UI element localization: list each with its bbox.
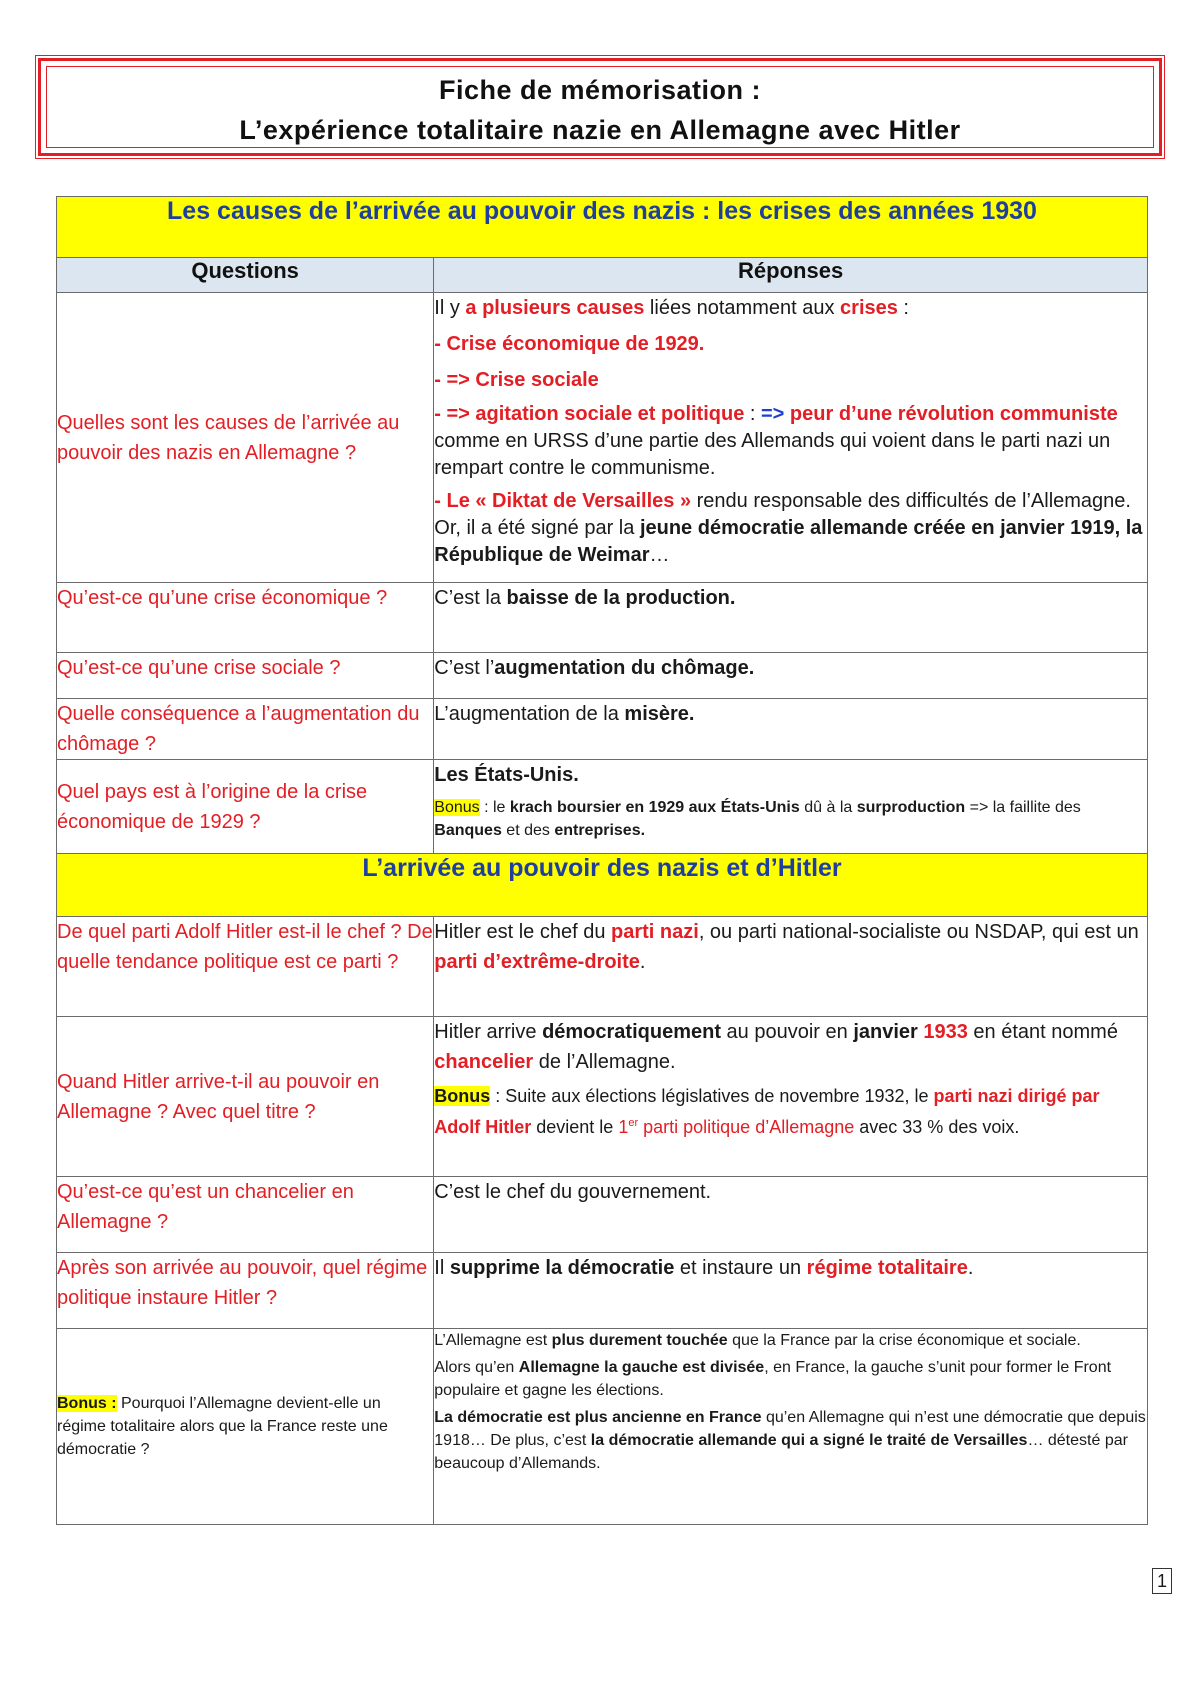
table-row	[57, 1177, 1148, 1253]
table-row	[57, 1017, 1148, 1177]
table-row	[57, 653, 1148, 699]
question-cell: Quelles sont les causes de l’arrivée au pouvoir des nazis en Allemagne ?	[57, 293, 434, 583]
memorisation-table	[56, 196, 1148, 1525]
table-row	[57, 760, 1148, 854]
answer-cell: C’est l’augmentation du chômage.	[434, 653, 1148, 699]
question-cell: Qu’est-ce qu’une crise économique ?	[57, 583, 434, 653]
answer-cell: L’augmentation de la misère.	[434, 699, 1148, 760]
table-row	[57, 1329, 1148, 1525]
table-row	[57, 699, 1148, 760]
column-header-reponses: Réponses	[434, 258, 1148, 293]
question-cell: Bonus : Pourquoi l’Allemagne devient-elle un régime totalitaire alors que la France reste une démocratie ?	[57, 1329, 434, 1525]
answer-cell: Il y a plusieurs causes liées notamment aux crises : - Crise économique de 1929. - => Crise sociale - => agitation sociale et politique : => peur d’une révolution communiste comme en URSS d’une partie des Allemands qui voient dans le parti nazi un rempart contre le communisme. - Le « Diktat de Versailles » rendu responsable des difficultés de l’Allemagne. Or, il a été signé par la jeune démocratie allemande créée en janvier 1919, la République de Weimar…	[434, 293, 1148, 583]
section-heading-causes: Les causes de l’arrivée au pouvoir des nazis : les crises des années 1930	[57, 197, 1148, 258]
question-cell: Quelle conséquence a l’augmentation du chômage ?	[57, 699, 434, 760]
title-line-1: Fiche de mémorisation :	[438, 75, 762, 105]
answer-cell: Les États-Unis. Bonus : le krach boursier en 1929 aux États-Unis dû à la surproduction => la faillite des Banques et des entreprises.	[434, 760, 1148, 854]
table-row	[57, 1253, 1148, 1329]
answer-cell: Hitler arrive démocratiquement au pouvoir en janvier 1933 en étant nommé chancelier de l’Allemagne. Bonus : Suite aux élections législatives de novembre 1932, le parti nazi dirigé par Adolf Hitler devient le 1er parti politique d’Allemagne avec 33 % des voix.	[434, 1017, 1148, 1177]
table-row	[57, 293, 1148, 583]
question-cell: Quand Hitler arrive-t-il au pouvoir en Allemagne ? Avec quel titre ?	[57, 1017, 434, 1177]
title-box	[38, 58, 1162, 156]
answer-cell: C’est le chef du gouvernement.	[434, 1177, 1148, 1253]
bonus-label: Bonus	[434, 1086, 491, 1106]
column-header-questions: Questions	[57, 258, 434, 293]
title-line-2: L’expérience totalitaire nazie en Allemagne avec Hitler	[239, 115, 961, 145]
table-row	[57, 917, 1148, 1017]
question-cell: Qu’est-ce qu’une crise sociale ?	[57, 653, 434, 699]
column-headers	[57, 258, 1148, 293]
question-cell: Qu’est-ce qu’est un chancelier en Allemagne ?	[57, 1177, 434, 1253]
question-cell: De quel parti Adolf Hitler est-il le chef ? De quelle tendance politique est ce parti ?	[57, 917, 434, 1017]
answer-cell: L’Allemagne est plus durement touchée que la France par la crise économique et sociale. Alors qu’en Allemagne la gauche est divisée, en France, la gauche s’unit pour former le Front populaire et gagne les élections. La démocratie est plus ancienne en France qu’en Allemagne qui n’est une démocratie que depuis 1918… De plus, c’est la démocratie allemande qui a signé le traité de Versailles… détesté par beaucoup d’Allemands.	[434, 1329, 1148, 1525]
section-heading-arrivee: L’arrivée au pouvoir des nazis et d’Hitler	[57, 854, 1148, 917]
table-row	[57, 583, 1148, 653]
answer-cell: Hitler est le chef du parti nazi, ou parti national-socialiste ou NSDAP, qui est un parti d’extrême-droite.	[434, 917, 1148, 1017]
answer-cell: C’est la baisse de la production.	[434, 583, 1148, 653]
answer-cell: Il supprime la démocratie et instaure un régime totalitaire.	[434, 1253, 1148, 1329]
bonus-label: Bonus :	[57, 1395, 117, 1412]
question-cell: Quel pays est à l’origine de la crise économique de 1929 ?	[57, 760, 434, 854]
question-cell: Après son arrivée au pouvoir, quel régime politique instaure Hitler ?	[57, 1253, 434, 1329]
page-number: 1	[1152, 1568, 1172, 1594]
bonus-label: Bonus	[434, 799, 480, 816]
